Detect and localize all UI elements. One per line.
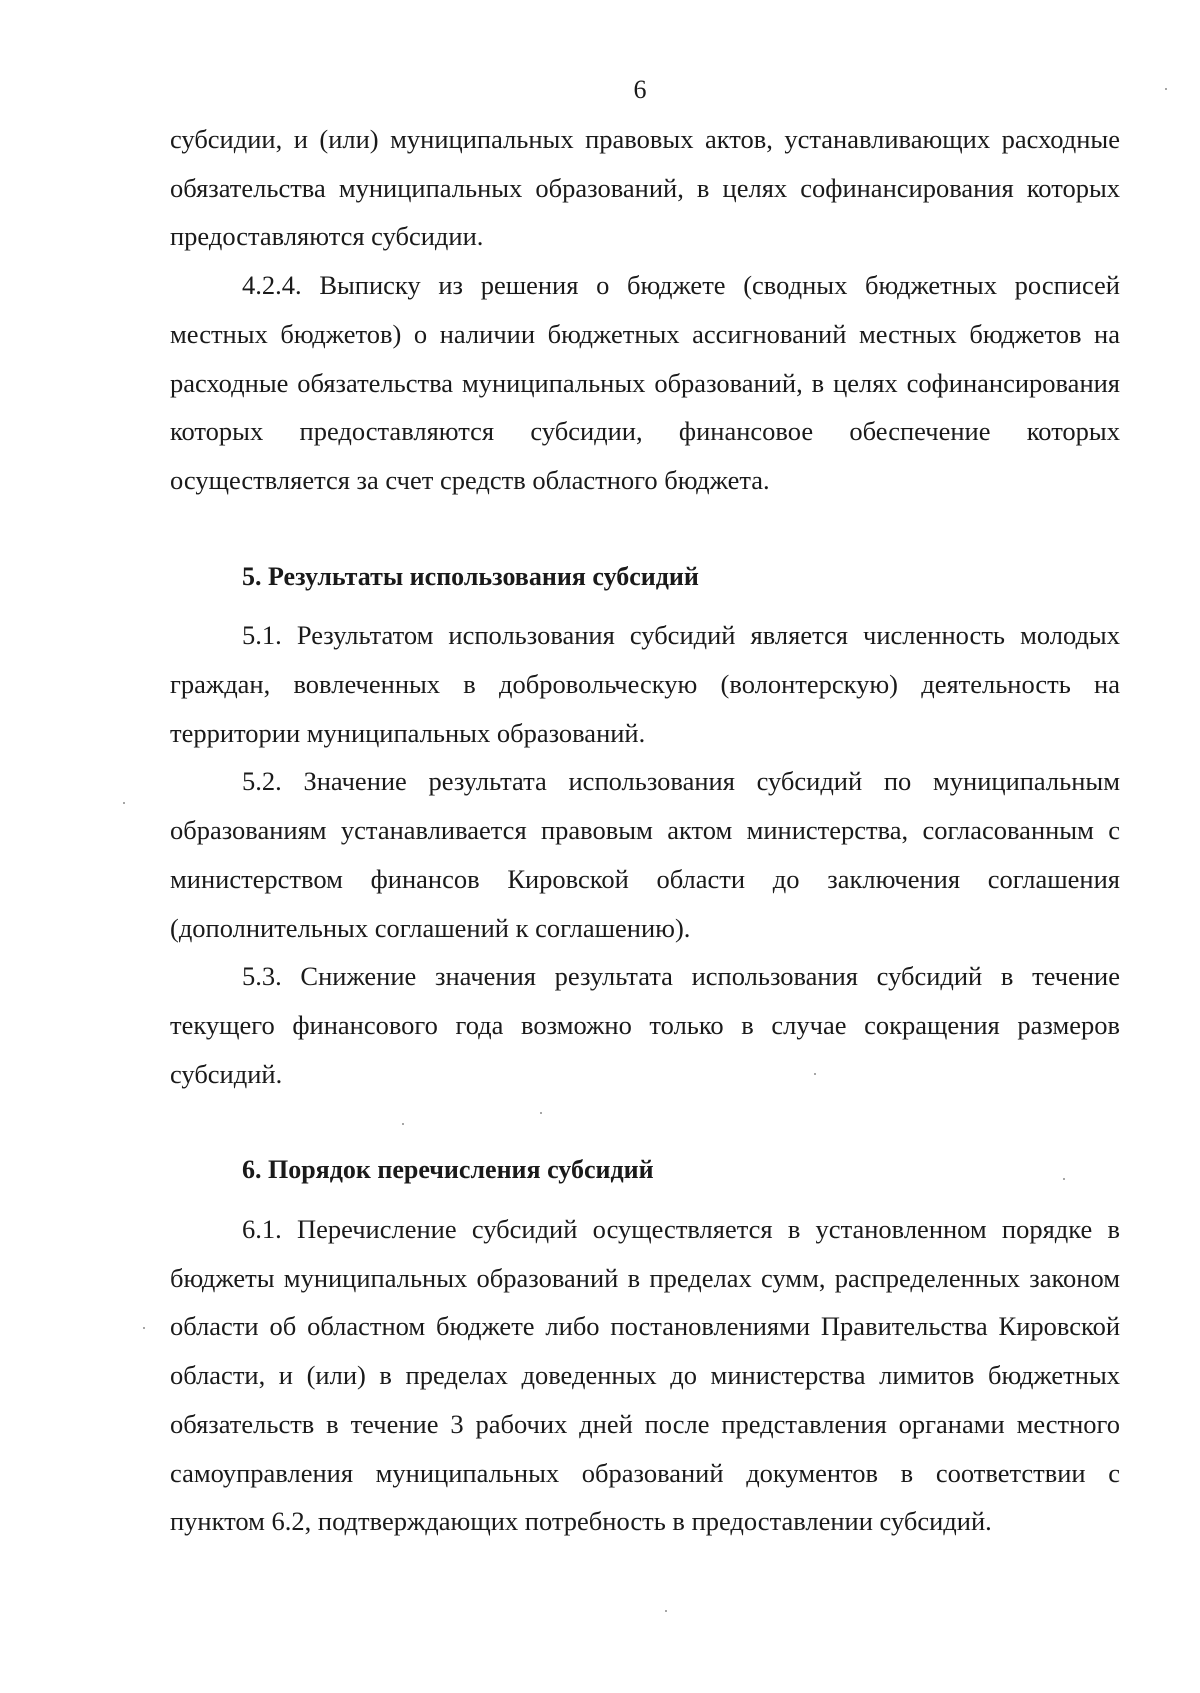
scan-speck bbox=[1063, 1178, 1065, 1180]
document-body bbox=[170, 115, 1120, 1546]
scan-speck bbox=[540, 1112, 542, 1114]
section-6-heading: 6. Порядок перечисления субсидий bbox=[242, 1155, 654, 1185]
paragraph-4-2-4: 4.2.4. Выписку из решения о бюджете (сводных бюджетных росписей местных бюджетов) о наличии бюджетных ассигнований местных бюджетов на расходные обязательства муниципальных образований, в целях софинансирования которых предоставляются субсидии, финансовое обеспечение которых осуществляется за счет средств областного бюджета. bbox=[170, 270, 1120, 495]
scan-speck bbox=[143, 1327, 145, 1329]
scan-speck bbox=[402, 1123, 404, 1125]
scan-speck bbox=[123, 802, 125, 804]
paragraph-5-1: 5.1. Результатом использования субсидий является численность молодых граждан, вовлеченных в добровольческую (волонтерскую) деятельность на территории муниципальных образований. bbox=[170, 620, 1120, 748]
scan-speck bbox=[665, 1610, 667, 1612]
page-number: 6 bbox=[633, 75, 647, 104]
scan-speck bbox=[1165, 88, 1167, 90]
paragraph-6-1: 6.1. Перечисление субсидий осуществляется в установленном порядке в бюджеты муниципальных образований в пределах сумм, распределенных законом области об областном бюджете либо постановлениями Правительства Кировской области, и (или) в пределах доведенных до министерства лимитов бюджетных обязательств в течение 3 рабочих дней после представления органами местного самоуправления муниципальных образований документов в соответствии с пунктом 6.2, подтверждающих потребность в предоставлении субсидий. bbox=[170, 1214, 1120, 1537]
paragraph-5-2: 5.2. Значение результата использования субсидий по муниципальным образованиям устанавливается правовым актом министерства, согласованным с министерством финансов Кировской области до заключения соглашения (дополнительных соглашений к соглашению). bbox=[170, 766, 1120, 943]
paragraph-continuation: субсидии, и (или) муниципальных правовых актов, устанавливающих расходные обязательства муниципальных образований, в целях софинансирования которых предоставляются субсидии. bbox=[170, 124, 1120, 252]
scan-speck bbox=[814, 1073, 816, 1075]
paragraph-5-3: 5.3. Снижение значения результата использования субсидий в течение текущего финансового года возможно только в случае сокращения размеров субсидий. bbox=[170, 961, 1120, 1089]
section-5-heading: 5. Результаты использования субсидий bbox=[242, 561, 699, 591]
